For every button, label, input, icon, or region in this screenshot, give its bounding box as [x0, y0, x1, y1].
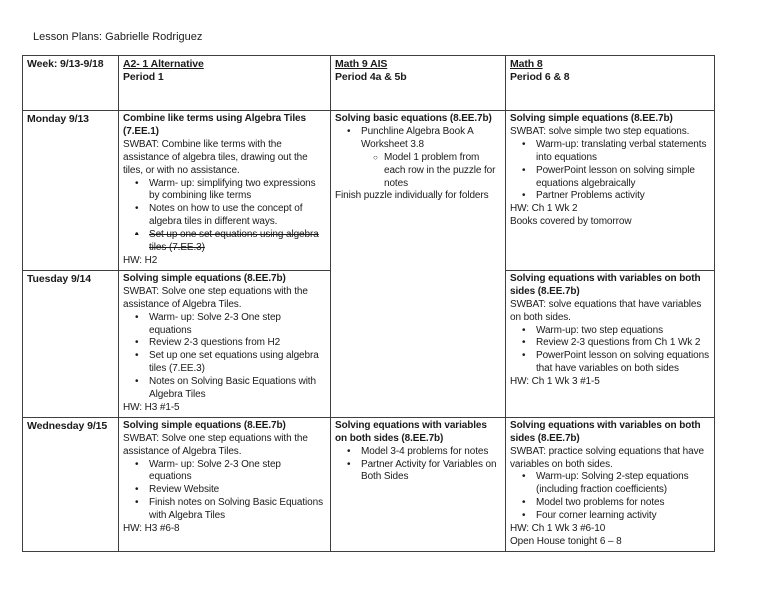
bullet-text: Warm- up: simplifying two expressions by combining like terms [149, 177, 316, 202]
cell-monday-a2-1-alternative [119, 111, 331, 271]
bullet-item [510, 510, 710, 523]
course-period: Period 6 & 8 [510, 70, 570, 83]
bullet-marker-icon: • [522, 497, 526, 509]
cell-wednesday-math-9-ais [331, 417, 506, 551]
bullet-marker-icon: • [135, 497, 139, 509]
bullet-text: Warm-up: Solving 2-step equations (including fraction coefficients) [536, 471, 689, 496]
bullet-marker-icon: • [522, 190, 526, 202]
day-label-wednesday: Wednesday 9/15 [23, 417, 119, 551]
lesson-text: HW: Ch 1 Wk 2 [510, 203, 578, 215]
bullet-marker-icon: • [522, 337, 526, 349]
lesson-title: Solving basic equations (8.EE.7b) [335, 113, 492, 124]
cell-wednesday-math-8 [506, 417, 715, 551]
lesson-text: HW: Ch 1 Wk 3 #6-10 [510, 523, 606, 535]
bullet-item [510, 325, 710, 338]
cell-monday-tuesday-math-9-ais [331, 111, 506, 418]
bullet-text: Set up one set equations using algebra tiles (7.EE.3) [149, 229, 319, 254]
lesson-text: SWBAT: Solve one step equations with the assistance of Algebra Tiles. [123, 285, 308, 310]
bullet-text: Model two problems for notes [536, 497, 665, 509]
bullet-marker-icon: • [135, 229, 139, 241]
lesson-text: SWBAT: Combine like terms with the assistance of algebra tiles, drawing out the tiles, or with no assistance. [123, 138, 308, 176]
cell-tuesday-a2-1-alternative [119, 270, 331, 417]
bullet-item [123, 350, 326, 376]
day-label-tuesday: Tuesday 9/14 [23, 270, 119, 417]
bullet-item [510, 139, 710, 165]
column-header-math-9-ais [331, 56, 506, 111]
lesson-text: HW: H3 #6-8 [123, 523, 180, 535]
bullet-text: Review 2-3 questions from H2 [149, 337, 281, 349]
bullet-marker-icon: • [522, 138, 526, 150]
bullet-marker-icon: • [135, 350, 139, 362]
bullet-marker-icon: • [135, 458, 139, 470]
sub-bullet-marker-icon: ○ [373, 152, 378, 162]
lesson-text: SWBAT: solve simple two step equations. [510, 125, 690, 137]
cell-tuesday-math-8 [506, 270, 715, 417]
lesson-text: SWBAT: Solve one step equations with the assistance of Algebra Tiles. [123, 432, 308, 457]
bullet-text: Warm-up: two step equations [536, 324, 663, 336]
bullet-text: Set up one set equations using algebra tiles (7.EE.3) [149, 350, 319, 375]
bullet-marker-icon: • [135, 484, 139, 496]
document-title: Lesson Plans: Gabrielle Rodriguez [33, 31, 203, 43]
bullet-text: Four corner learning activity [536, 510, 657, 522]
cell-monday-math-8 [506, 111, 715, 271]
bullet-text: Model 1 problem from each row in the puzzle for notes [384, 151, 496, 189]
bullet-item [123, 376, 326, 402]
course-title: A2- 1 Alternative [123, 58, 204, 70]
bullet-item [123, 459, 326, 485]
bullet-marker-icon: • [135, 376, 139, 388]
course-title: Math 9 AIS [335, 58, 388, 70]
course-period: Period 4a & 5b [335, 70, 407, 83]
bullet-marker-icon: • [522, 510, 526, 522]
lesson-text: Open House tonight 6 – 8 [510, 536, 622, 547]
bullet-text: PowerPoint lesson on solving simple equations algebraically [536, 164, 695, 189]
bullet-marker-icon: • [135, 337, 139, 349]
lesson-text: HW: H2 [123, 254, 158, 266]
bullet-item [123, 229, 326, 255]
bullet-marker-icon: • [522, 324, 526, 336]
course-title: Math 8 [510, 58, 543, 70]
bullet-item [123, 497, 326, 523]
lesson-title: Solving simple equations (8.EE.7b) [510, 113, 673, 124]
bullet-text: Notes on how to use the concept of algebra tiles in different ways. [149, 203, 303, 228]
day-label-monday: Monday 9/13 [23, 111, 119, 271]
lesson-text: SWBAT: practice solving equations that have variables on both sides. [510, 445, 704, 470]
week-header-cell: Week: 9/13-9/18 [23, 56, 119, 111]
lesson-title: Solving equations with variables on both sides (8.EE.7b) [335, 419, 487, 444]
table-row-monday [23, 111, 715, 271]
bullet-text: Warm- up: Solve 2-3 One step equations [149, 311, 281, 336]
bullet-marker-icon: • [347, 125, 351, 137]
lesson-text: SWBAT: solve equations that have variables on both sides. [510, 298, 702, 323]
bullet-marker-icon: • [347, 458, 351, 470]
bullet-item [510, 190, 710, 203]
bullet-text: Finish notes on Solving Basic Equations with Algebra Tiles [149, 497, 323, 522]
lesson-title: Combine like terms using Algebra Tiles (7.EE.1) [123, 113, 306, 137]
lesson-text: Finish puzzle individually for folders [335, 190, 489, 202]
bullet-text: Warm-up: translating verbal statements into equations [536, 138, 707, 163]
lesson-title: Solving simple equations (8.EE.7b) [123, 272, 286, 284]
table-row-wednesday [23, 417, 715, 551]
bullet-item [123, 178, 326, 204]
bullet-marker-icon: • [522, 164, 526, 176]
bullet-marker-icon: • [135, 203, 139, 215]
bullet-item [123, 337, 326, 350]
bullet-text: Partner Activity for Variables on Both Sides [361, 458, 497, 483]
column-header-math-8 [506, 56, 715, 111]
bullet-marker-icon: • [135, 311, 139, 323]
bullet-item [335, 459, 501, 485]
bullet-text: Punchline Algebra Book A Worksheet 3.8 [361, 125, 474, 150]
bullet-text: Warm- up: Solve 2-3 One step equations [149, 458, 281, 483]
bullet-text: Review Website [149, 484, 220, 496]
cell-wednesday-a2-1-alternative [119, 417, 331, 551]
bullet-item [510, 471, 710, 497]
sub-bullet-item [335, 152, 501, 191]
lesson-text: HW: Ch 1 Wk 3 #1-5 [510, 376, 600, 388]
bullet-item [335, 446, 501, 459]
bullet-text: Review 2-3 questions from Ch 1 Wk 2 [536, 337, 701, 349]
bullet-item [123, 203, 326, 229]
lesson-title: Solving equations with variables on both sides (8.EE.7b) [510, 419, 701, 444]
bullet-item [335, 126, 501, 152]
bullet-text: Notes on Solving Basic Equations with Algebra Tiles [149, 376, 316, 401]
bullet-text: PowerPoint lesson on solving equations that have variables on both sides [536, 350, 709, 375]
bullet-item [510, 165, 710, 191]
lesson-plan-table [22, 55, 715, 552]
bullet-item [123, 312, 326, 338]
bullet-item [510, 337, 710, 350]
bullet-marker-icon: • [522, 350, 526, 362]
bullet-text: Partner Problems activity [536, 190, 645, 202]
lesson-title: Solving simple equations (8.EE.7b) [123, 419, 286, 431]
column-header-a2-1-alternative [119, 56, 331, 111]
bullet-marker-icon: • [347, 445, 351, 457]
bullet-item [510, 350, 710, 376]
bullet-marker-icon: • [135, 177, 139, 189]
bullet-marker-icon: • [522, 471, 526, 483]
bullet-text: Model 3-4 problems for notes [361, 445, 489, 457]
lesson-title: Solving equations with variables on both sides (8.EE.7b) [510, 272, 701, 297]
lesson-text: Books covered by tomorrow [510, 216, 632, 228]
lesson-text: HW: H3 #1-5 [123, 401, 180, 413]
bullet-item [510, 497, 710, 510]
course-period: Period 1 [123, 70, 164, 83]
bullet-item [123, 484, 326, 497]
table-header-row [23, 56, 715, 111]
